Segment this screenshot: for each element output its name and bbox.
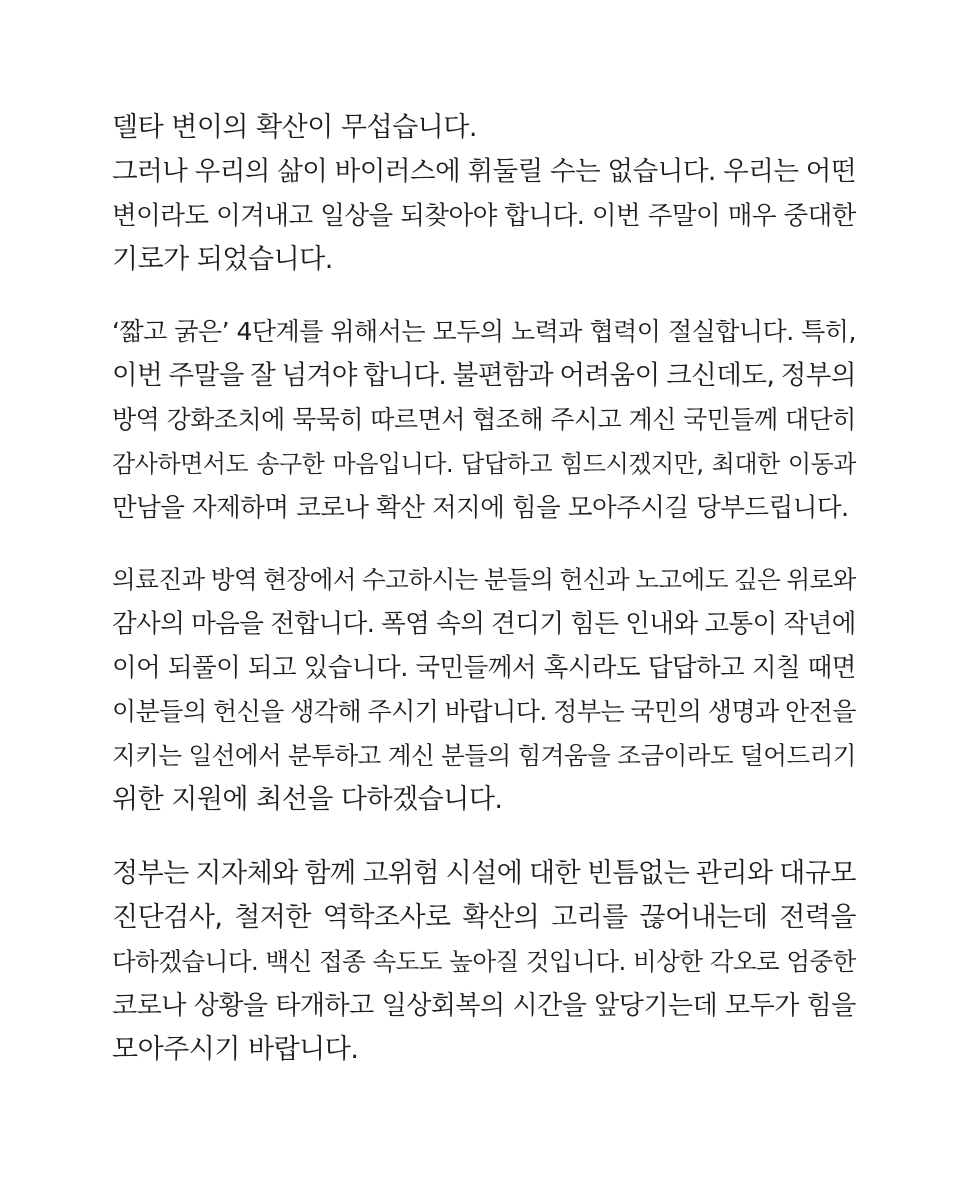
text-line: 변이라도 이겨내고 일상을 되찾아야 합니다. 이번 주말이 매우 중대한 [112, 201, 856, 231]
text-line: 이어 되풀이 되고 있습니다. 국민들께서 혹시라도 답답하고 지칠 때면 [112, 653, 856, 683]
text-line: 위한 지원에 최선을 다하겠습니다. [112, 784, 503, 815]
text-line: 델타 변이의 확산이 무섭습니다. [112, 112, 477, 143]
text-line: 그러나 우리의 삶이 바이러스에 휘둘릴 수는 없습니다. 우리는 어떤 [112, 156, 856, 187]
text-line: 의료진과 방역 현장에서 수고하시는 분들의 헌신과 노고에도 깊은 위로와 [112, 565, 856, 594]
text-line: 감사하면서도 송구한 마음입니다. 답답하고 힘드시겠지만, 최대한 이동과 [112, 450, 856, 478]
text-line: 방역 강화조치에 묵묵히 따르면서 협조해 주시고 계신 국민들께 대단히 [112, 405, 856, 434]
text-line: 기로가 되었습니다. [112, 244, 333, 275]
text-line: 감사의 마음을 전합니다. 폭염 속의 견디기 힘든 인내와 고통이 작년에 [112, 609, 856, 639]
paragraph-4 [112, 852, 856, 1072]
text-line: 코로나 상황을 타개하고 일상회복의 시간을 앞당기는데 모두가 힘을 [112, 991, 856, 1021]
text-line: 다하겠습니다. 백신 접종 속도도 높아질 것입니다. 비상한 각오로 엄중한 [112, 947, 856, 976]
text-line: 정부는 지자체와 함께 고위험 시설에 대한 빈틈없는 관리와 대규모 [112, 858, 856, 889]
text-line: 이분들의 헌신을 생각해 주시기 바랍니다. 정부는 국민의 생명과 안전을 [112, 697, 856, 726]
text-line: 지키는 일선에서 분투하고 계신 분들의 힘겨움을 조금이라도 덜어드리기 [112, 741, 856, 770]
paragraph-2 [112, 310, 856, 530]
paragraph-1 [112, 106, 856, 282]
text-line: 이번 주말을 잘 넘겨야 합니다. 불편함과 어려움이 크신데도, 정부의 [112, 360, 856, 391]
text-line: ‘짧고 굵은’ 4단계를 위해서는 모두의 노력과 협력이 절실합니다. 특히, [112, 317, 856, 346]
text-line: 만남을 자제하며 코로나 확산 저지에 힘을 모아주시길 당부드립니다. [112, 493, 849, 523]
paragraph-3 [112, 558, 856, 822]
text-line: 진단검사, 철저한 역학조사로 확산의 고리를 끊어내는데 전력을 [112, 902, 856, 933]
text-line: 모아주시기 바랍니다. [112, 1034, 359, 1065]
